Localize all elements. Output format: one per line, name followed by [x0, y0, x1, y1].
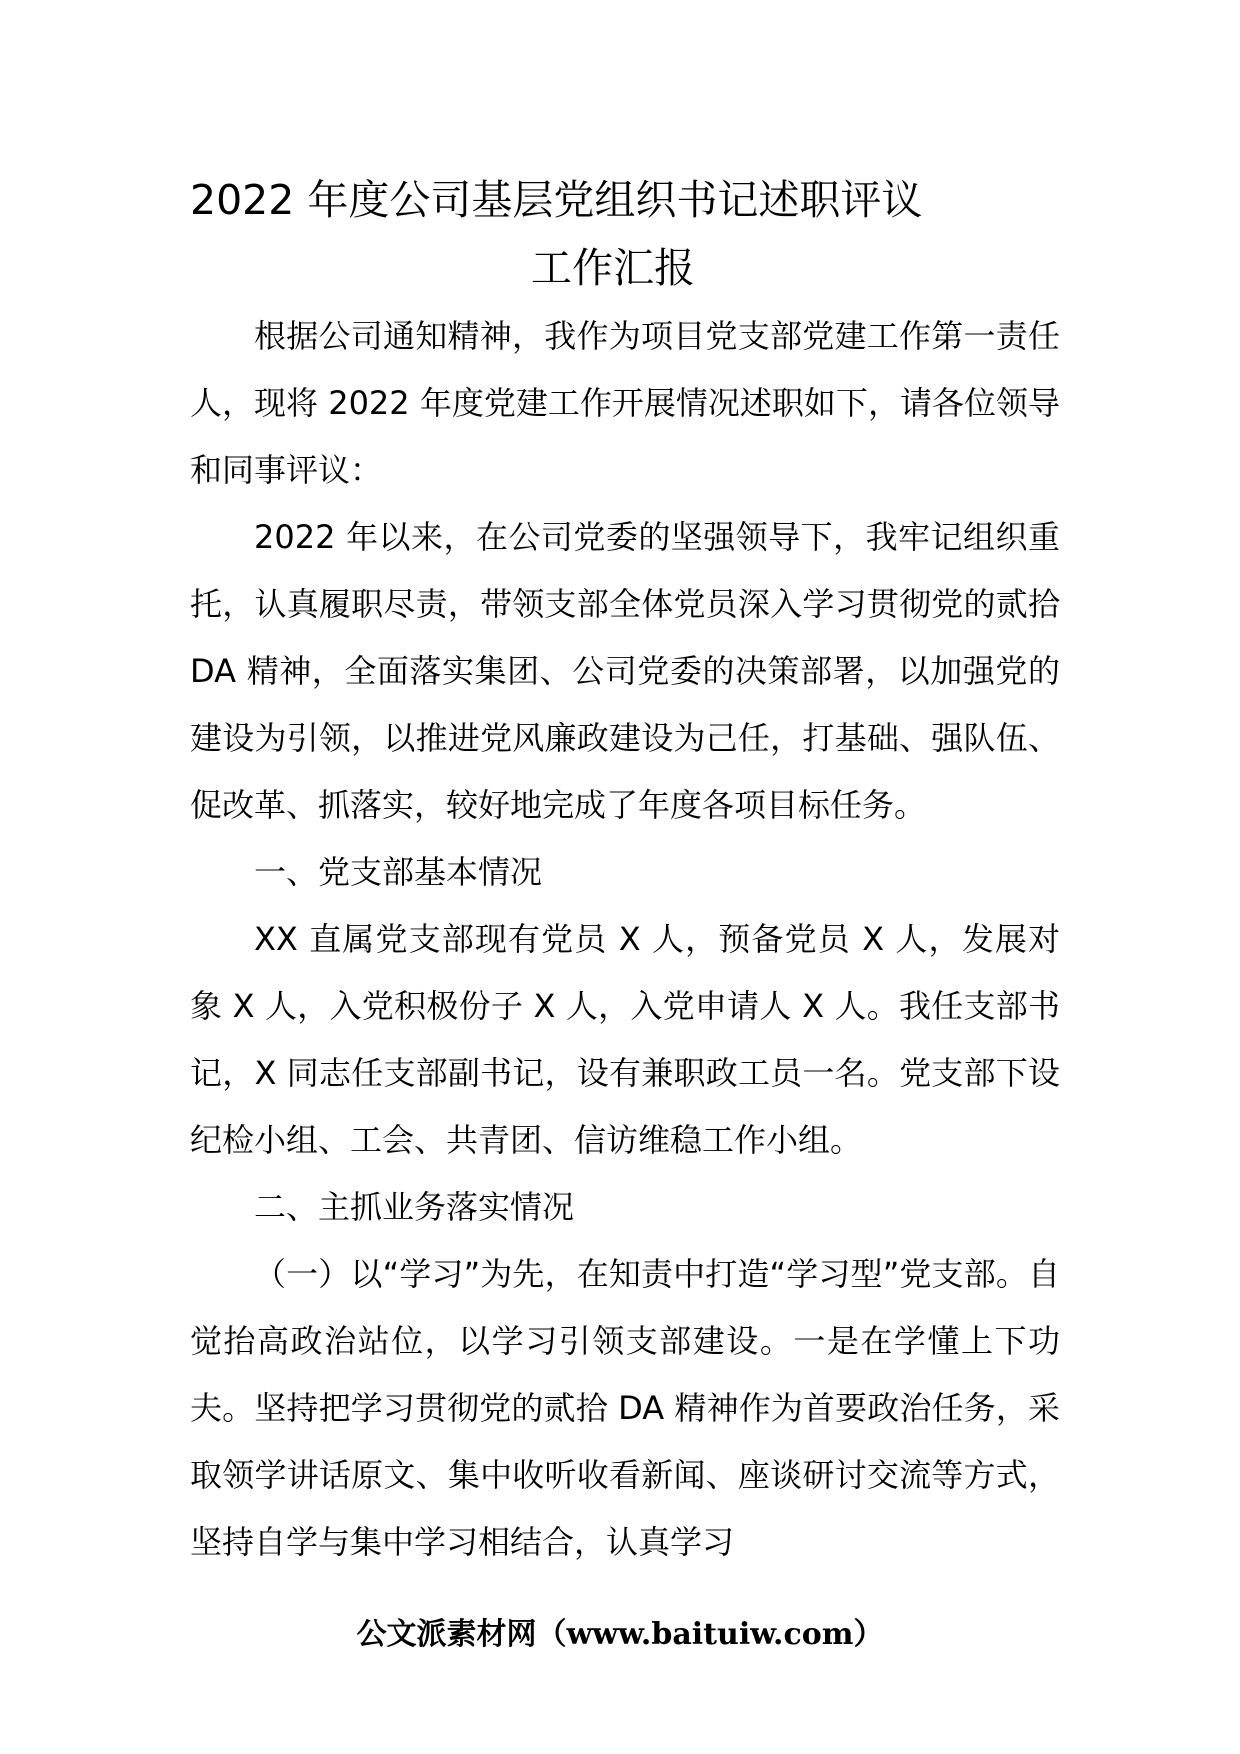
document-title-line-1: 2022 年度公司基层党组织书记述职评议: [190, 176, 923, 224]
document-title-line-2: 工作汇报: [531, 244, 695, 292]
overview-paragraph: 2022 年以来，在公司党委的坚强领导下，我牢记组织重托，认真履职尽责，带领支部全体党员深入学习贯彻党的贰拾 DA 精神，全面落实集团、公司党委的决策部署，以加强党的建设为引领，以推进党风廉政建设为己任，打基础、强队伍、促改革、抓落实，较好地完成了年度各项目标任务。: [190, 518, 1060, 824]
section-heading-1: 一、党支部基本情况: [254, 853, 543, 891]
document-body: [190, 303, 1060, 1576]
watermark-footer: 公文派素材网（www.baituiw.com）: [356, 1617, 884, 1652]
study-paragraph: （一）以“学习”为先，在知责中打造“学习型”党支部。自觉抬高政治站位，以学习引领支部建设。一是在学懂上下功夫。坚持把学习贯彻党的贰拾 DA 精神作为首要政治任务，采取领学讲话原文、集中收听收看新闻、座谈研讨交流等方式，坚持自学与集中学习相结合，认真学习: [190, 1255, 1060, 1561]
intro-paragraph: 根据公司通知精神，我作为项目党支部党建工作第一责任人，现将 2022 年度党建工作开展情况述职如下，请各位领导和同事评议：: [190, 317, 1060, 489]
section-heading-2: 二、主抓业务落实情况: [254, 1188, 575, 1226]
branch-info-paragraph: XX 直属党支部现有党员 X 人，预备党员 X 人，发展对象 X 人，入党积极份子 X 人，入党申请人 X 人。我任支部书记，X 同志任支部副书记，设有兼职政工员一名。党支部下设纪检小组、工会、共青团、信访维稳工作小组。: [190, 920, 1060, 1159]
